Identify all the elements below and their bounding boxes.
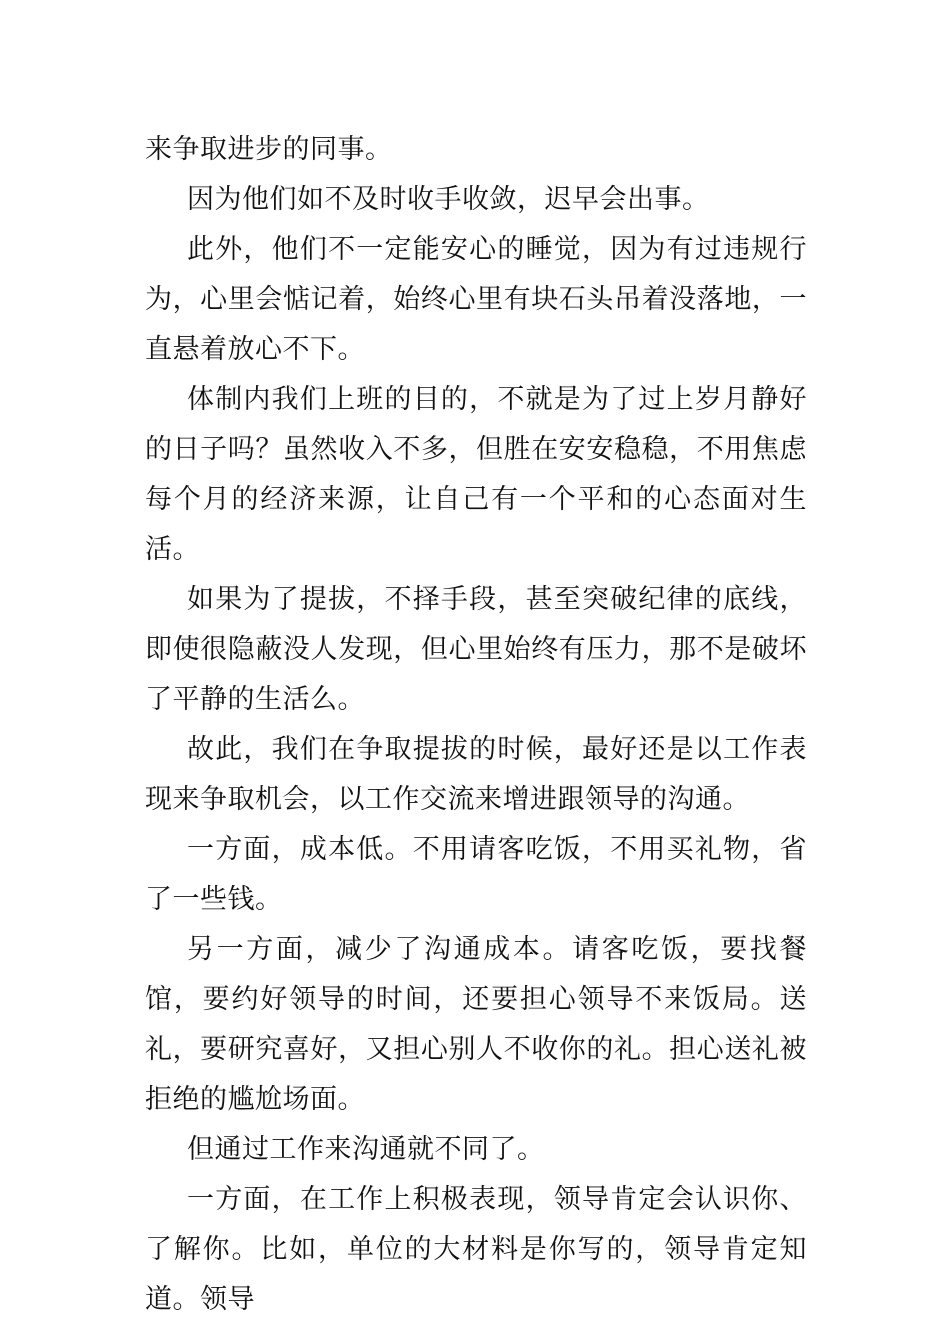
paragraph-6: 故此，我们在争取提拔的时候，最好还是以工作表现来争取机会，以工作交流来增进跟领导的沟通。 — [145, 734, 807, 815]
paragraph-9: 但通过工作来沟通就不同了。 — [187, 1134, 545, 1165]
paragraph-4: 体制内我们上班的目的，不就是为了过上岁月静好的日子吗？虽然收入不多，但胜在安安稳稳，不用焦虑每个月的经济来源，让自己有一个平和的心态面对生活。 — [145, 384, 807, 565]
paragraph-2: 因为他们如不及时收手收敛，迟早会出事。 — [187, 184, 710, 215]
paragraph-3: 此外，他们不一定能安心的睡觉，因为有过违规行为，心里会惦记着，始终心里有块石头吊着没落地，一直悬着放心不下。 — [145, 234, 807, 365]
paragraph-7: 一方面，成本低。不用请客吃饭，不用买礼物，省了一些钱。 — [145, 834, 807, 915]
paragraph-10: 一方面，在工作上积极表现，领导肯定会认识你、了解你。比如，单位的大材料是你写的，领导肯定知道。领导 — [145, 1184, 807, 1315]
paragraph-8: 另一方面，减少了沟通成本。请客吃饭，要找餐馆，要约好领导的时间，还要担心领导不来饭局。送礼，要研究喜好，又担心别人不收你的礼。担心送礼被拒绝的尴尬场面。 — [145, 934, 807, 1115]
document-body — [145, 125, 807, 1325]
paragraph-5: 如果为了提拔，不择手段，甚至突破纪律的底线，即使很隐蔽没人发现，但心里始终有压力，那不是破坏了平静的生活么。 — [145, 584, 807, 715]
paragraph-1: 来争取进步的同事。 — [145, 134, 393, 165]
